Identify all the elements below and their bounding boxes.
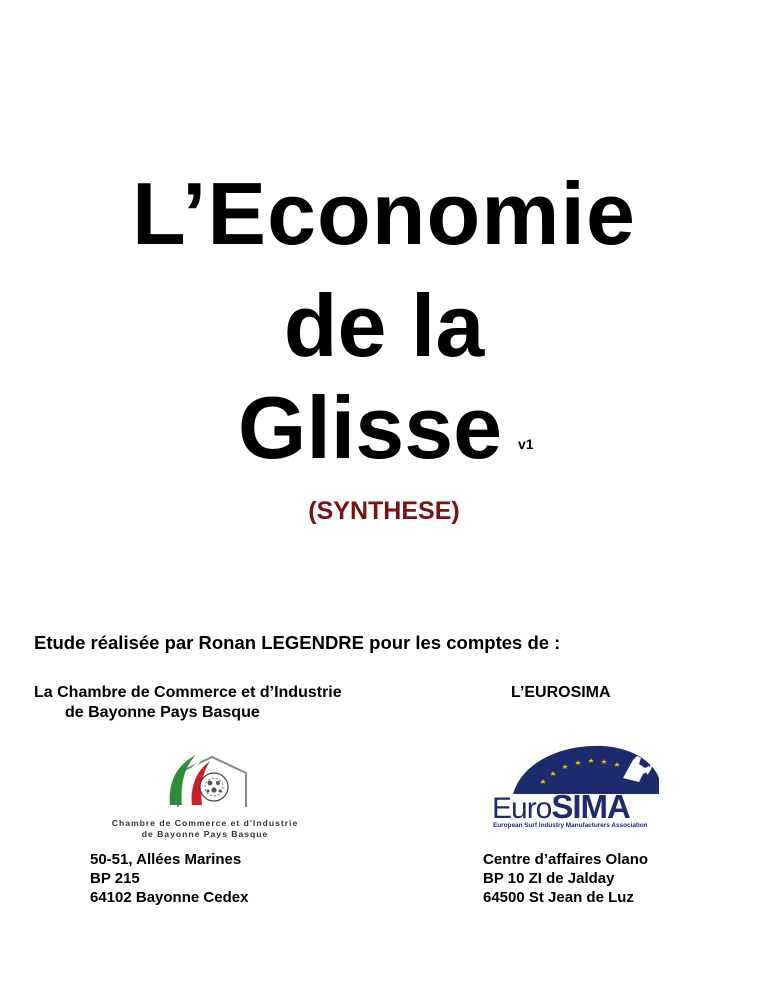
title-line-2: de la <box>283 276 485 375</box>
cci-name <box>34 683 342 723</box>
version-label: v1 <box>518 436 534 452</box>
eurosima-address-line3: 64500 St Jean de Luz <box>483 889 634 906</box>
eurosima-wordmark-prefix: Euro <box>492 792 552 825</box>
eurosima-address <box>483 850 648 907</box>
cci-address-line2: BP 215 <box>90 870 140 887</box>
intro-text: Etude réalisée par Ronan LEGENDRE pour les comptes de : <box>34 632 561 653</box>
eurosima-address-line1: Centre d’affaires Olano <box>483 851 649 868</box>
cci-name-line1: La Chambre de Commerce et d’Industrie <box>34 684 342 701</box>
eurosima-arc-icon <box>483 738 673 794</box>
eurosima-name: L’EUROSIMA <box>511 684 611 701</box>
title-line-1: L’Economie <box>132 164 636 263</box>
cci-name-line2: de Bayonne Pays Basque <box>65 704 260 721</box>
eurosima-wordmark-suffix: SIMA <box>551 788 630 825</box>
subtitle: (SYNTHESE) <box>308 497 460 525</box>
eurosima-wordmark <box>492 788 630 826</box>
cci-logo-text-line1: Chambre de Commerce et d'Industrie <box>111 818 299 828</box>
eurosima-tagline: European Surf Industry Manufacturers Association <box>493 822 648 829</box>
cci-address-line1: 50-51, Allées Marines <box>90 851 242 868</box>
eurosima-address-line2: BP 10 ZI de Jalday <box>483 870 615 887</box>
cci-address-line3: 64102 Bayonne Cedex <box>90 889 249 906</box>
cci-address <box>90 850 248 907</box>
eurosima-logo <box>483 738 673 830</box>
title-line-3: Glisse <box>237 378 503 477</box>
cci-logo-text-line2: de Bayonne Pays Basque <box>141 829 269 839</box>
cci-logo <box>92 745 318 841</box>
cci-emblem-icon <box>92 745 318 817</box>
